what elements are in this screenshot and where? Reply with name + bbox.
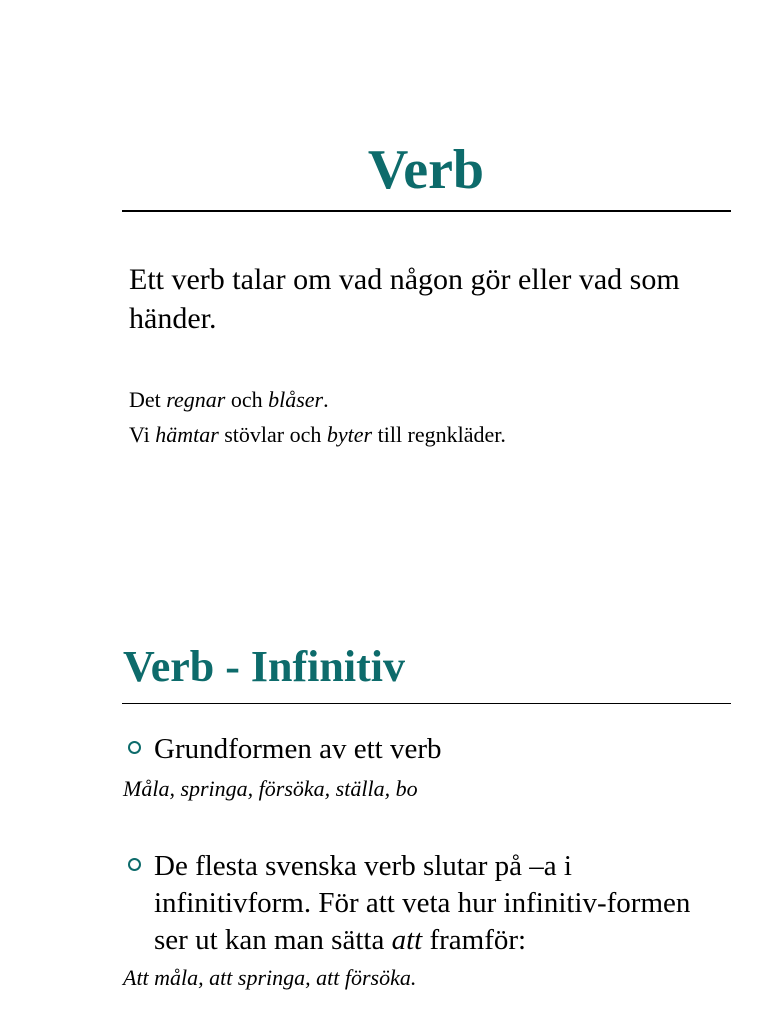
example-verb: hämtar xyxy=(155,422,219,447)
bullet-text: Grundformen av ett verb xyxy=(154,733,442,765)
example-verb: regnar xyxy=(166,387,226,412)
slide2-title-divider xyxy=(122,703,731,704)
example-text: och xyxy=(225,387,269,412)
bullet-example: Måla, springa, försöka, ställa, bo xyxy=(123,776,418,801)
example-sentence-1 xyxy=(129,386,329,414)
intro-text: Ett verb talar om vad någon gör eller vad som händer. xyxy=(129,263,680,335)
bullet-text-part: framför: xyxy=(422,924,527,956)
example-text: stövlar och xyxy=(218,422,327,447)
bullet-text-emphasis: att xyxy=(391,924,423,956)
example-text: Vi xyxy=(129,422,156,447)
bullet-item xyxy=(128,848,728,959)
circle-bullet-icon xyxy=(128,741,141,754)
example-text: till regnkläder. xyxy=(372,422,506,447)
bullet-example: Att måla, att springa, att försöka. xyxy=(123,965,417,990)
bullet-item xyxy=(128,731,441,768)
example-text: Det xyxy=(129,387,167,412)
bullet-text xyxy=(154,848,728,959)
example-sentence-2 xyxy=(129,421,506,449)
slide-title: Verb xyxy=(367,139,485,201)
title-divider xyxy=(122,210,731,212)
circle-bullet-icon xyxy=(128,858,141,871)
bullet-text-part: De flesta svenska verb slutar på –a i infinitivform. För att veta hur infinitiv-formen ser ut kan man sätta xyxy=(154,850,691,956)
example-verb: byter xyxy=(326,422,373,447)
example-verb: blåser xyxy=(268,387,324,412)
slide2-title-rest: - Infinitiv xyxy=(214,642,405,691)
slide2-title xyxy=(123,641,405,693)
slide2-title-bold: Verb xyxy=(123,642,215,691)
example-text: . xyxy=(323,387,329,412)
